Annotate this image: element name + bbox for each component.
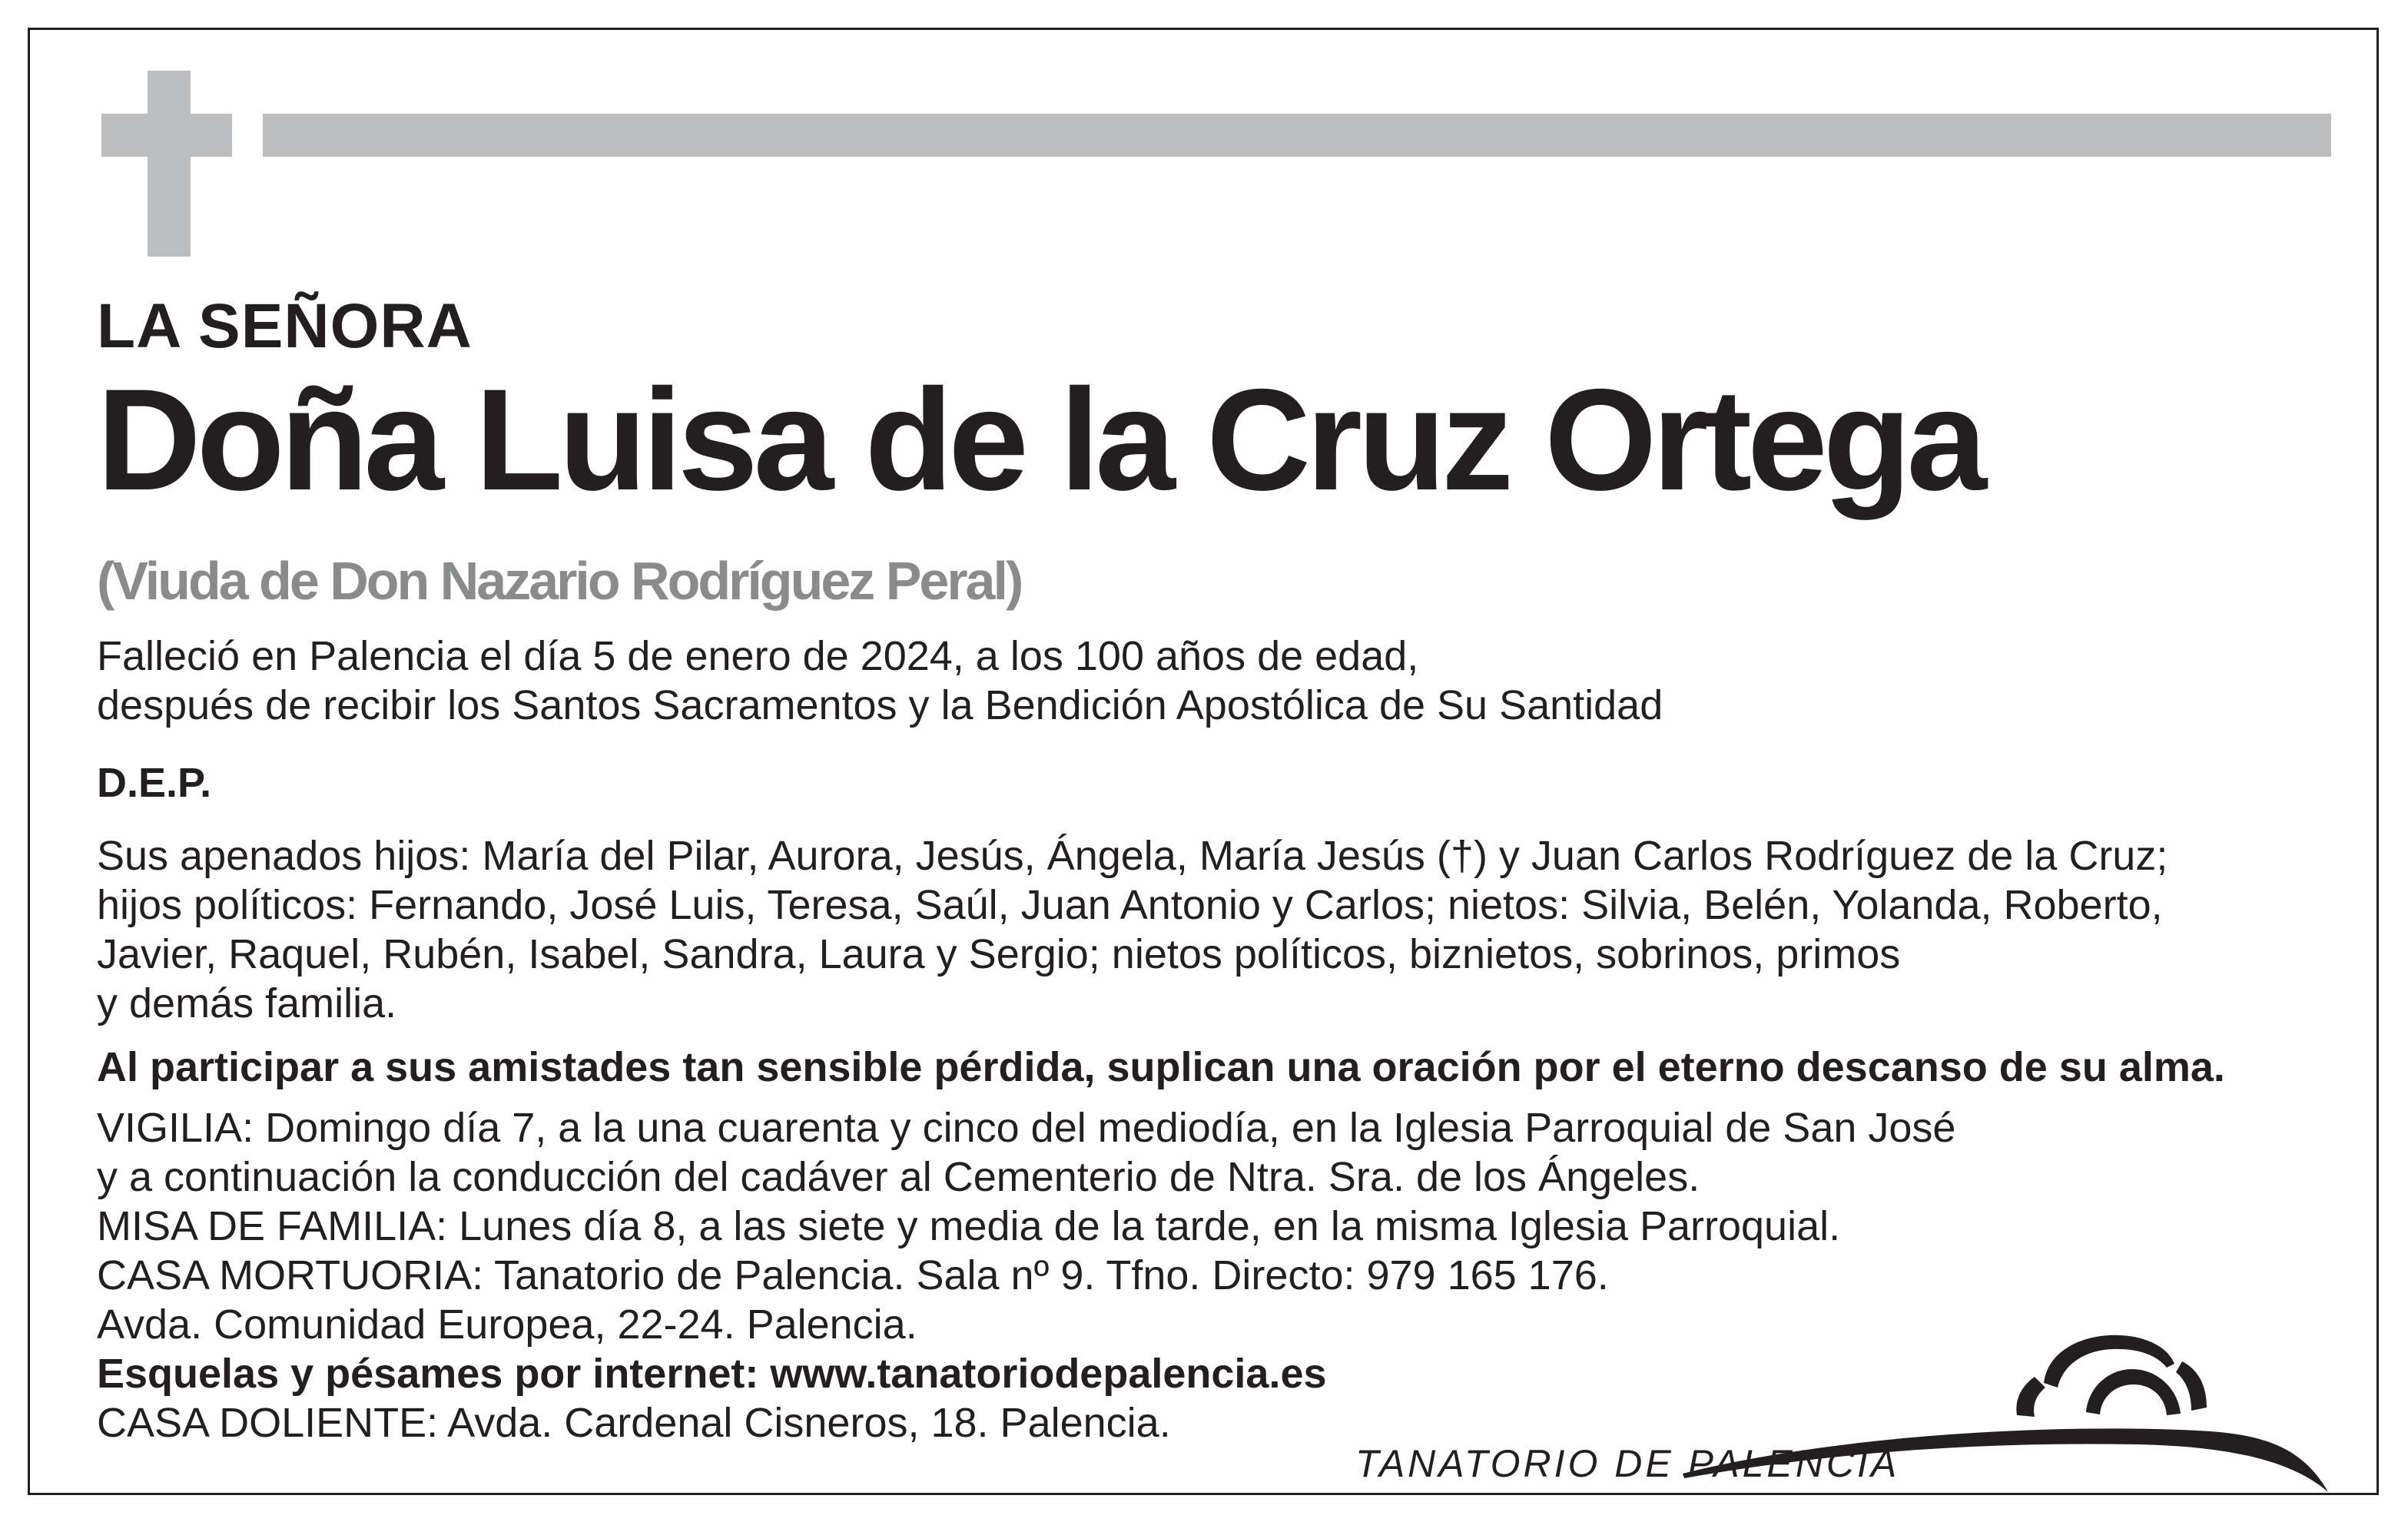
salutation: LA SEÑORA [97,291,473,361]
family-line: y demás familia. [97,980,397,1026]
death-notice-line: Falleció en Palencia el día 5 de enero de 2024, a los 100 años de edad, [97,633,1419,679]
vigilia-line: y a continuación la conducción del cadáver al Cementerio de Ntra. Sra. de los Ángeles. [97,1154,1700,1200]
tanatorio-logo-text: TANATORIO DE PALENCIA [1355,1442,1900,1485]
doliente-line: CASA DOLIENTE: Avda. Cardenal Cisneros, 18. Palencia. [97,1400,1171,1446]
widow-of: (Viuda de Don Nazario Rodríguez Peral) [97,551,1022,611]
mortuoria-line: CASA MORTUORIA: Tanatorio de Palencia. Sala nº 9. Tfno. Directo: 979 165 176. [97,1252,1609,1298]
cross-icon [101,71,232,257]
mortuoria-address: Avda. Comunidad Europea, 22-24. Palencia. [97,1301,917,1348]
family-list [97,831,2168,1028]
internet-line: Esquelas y pésames por internet: www.tanatoriodepalencia.es [97,1351,1327,1397]
logo-dome-icon [2086,1369,2181,1415]
death-notice [97,632,1663,730]
logo-left-pillar-icon [2016,1377,2045,1417]
gray-rule [263,114,2331,157]
logo-right-pillar-icon [2176,1361,2207,1411]
family-line: hijos políticos: Fernando, José Luis, Teresa, Saúl, Juan Antonio y Carlos; nietos: Silvia, Belén, Yolanda, Roberto, [97,882,2163,928]
dep-label: D.E.P. [97,760,212,806]
misa-line: MISA DE FAMILIA: Lunes día 8, a las siete y media de la tarde, en la misma Iglesia Parroquial. [97,1203,1841,1249]
vigilia-line: VIGILIA: Domingo día 7, a la una cuarenta y cinco del mediodía, en la Iglesia Parroquial de San José [97,1105,1956,1151]
family-line: Javier, Raquel, Rubén, Isabel, Sandra, Laura y Sergio; nietos políticos, biznietos, sobrinos, primos [97,931,1901,977]
death-notice-line: después de recibir los Santos Sacramentos y la Bendición Apostólica de Su Santidad [97,682,1663,728]
cross-vertical-bar [148,71,191,257]
cross-horizontal-bar [101,114,232,157]
deceased-name: Doña Luisa de la Cruz Ortega [97,359,1983,520]
prayer-request: Al participar a sus amistades tan sensible pérdida, suplican una oración por el eterno descanso de su alma. [97,1044,2225,1090]
family-line: Sus apenados hijos: María del Pilar, Aurora, Jesús, Ángela, María Jesús (†) y Juan Carlos Rodríguez de la Cruz; [97,833,2168,879]
